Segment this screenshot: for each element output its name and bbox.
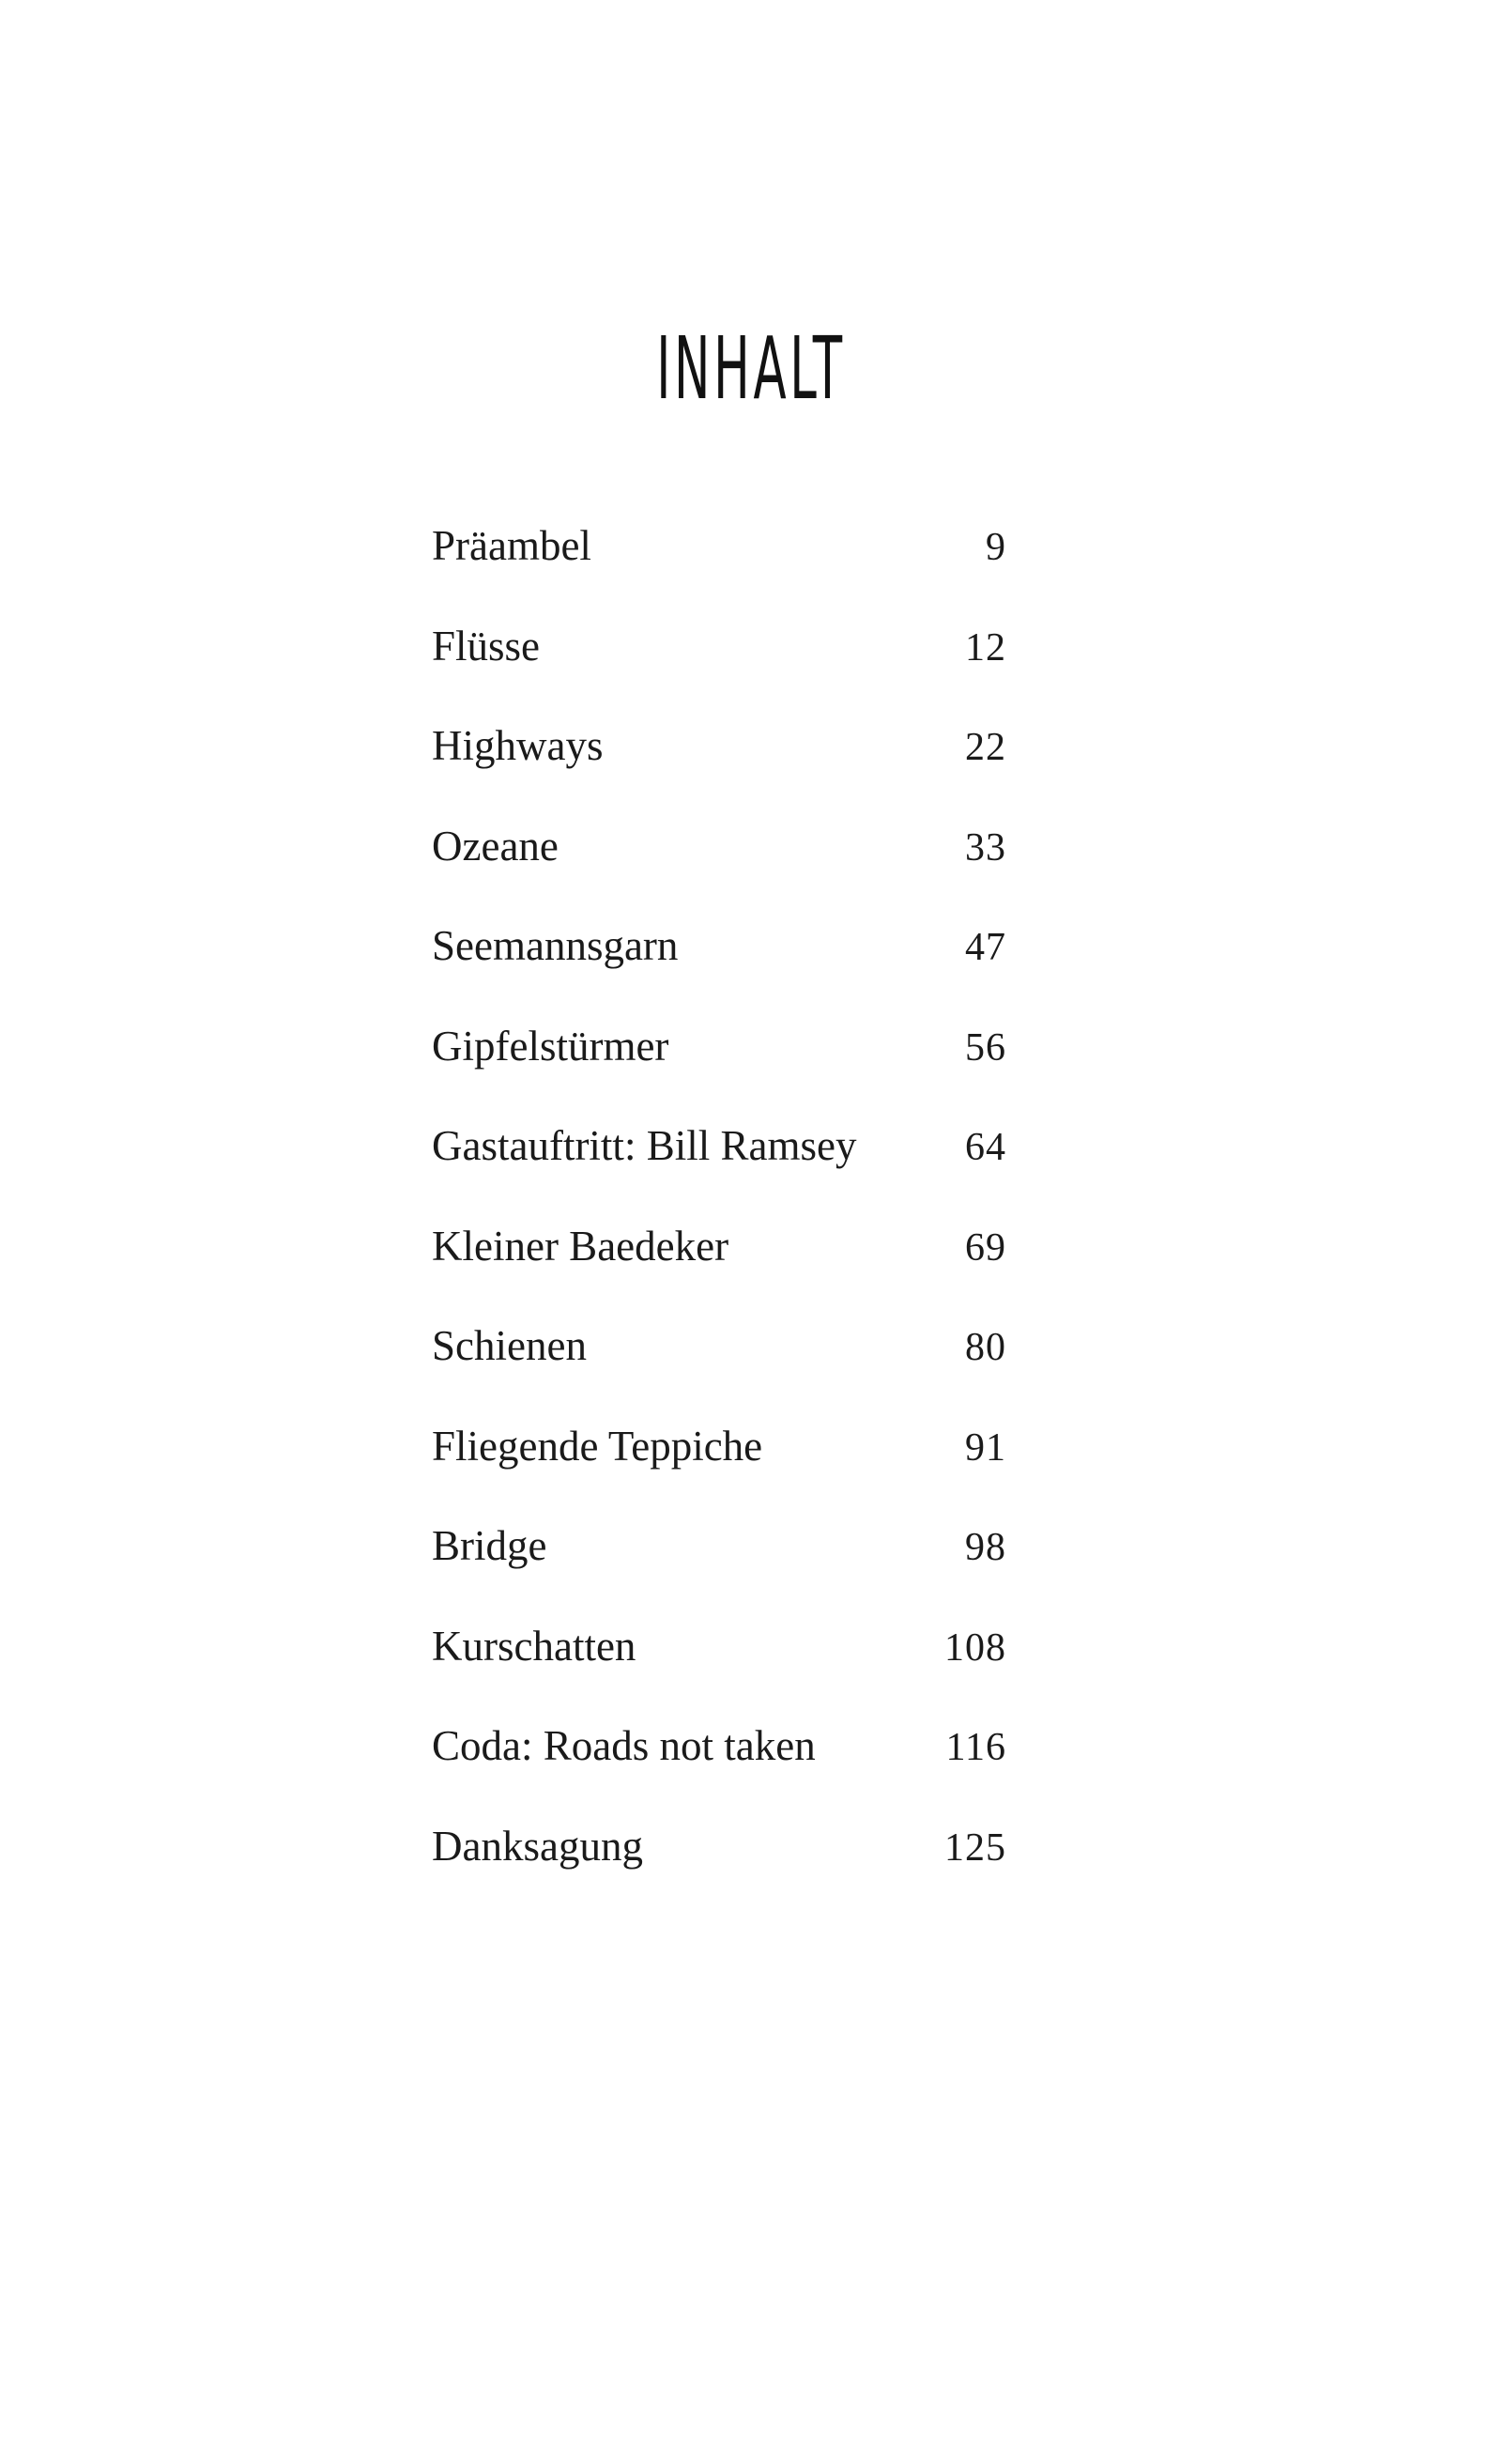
toc-entry[interactable] <box>432 521 1006 622</box>
toc-entry-title: Ozeane <box>432 822 559 870</box>
toc-entry-page: 33 <box>965 825 1006 870</box>
toc-entry[interactable] <box>432 921 1006 1022</box>
toc-entry-title: Seemannsgarn <box>432 922 679 969</box>
toc-entry-page: 116 <box>945 1726 1006 1769</box>
toc-entry-title: Präambel <box>432 522 591 569</box>
page-title: INHALT <box>656 317 846 419</box>
toc-entry-page: 91 <box>965 1425 1006 1470</box>
toc-entry[interactable] <box>432 1321 1006 1422</box>
table-of-contents <box>432 521 1006 1921</box>
toc-entry-title: Flüsse <box>432 622 541 670</box>
toc-entry-page: 108 <box>944 1625 1006 1670</box>
toc-entry-page: 125 <box>944 1825 1006 1870</box>
toc-entry[interactable] <box>432 721 1006 822</box>
toc-entry[interactable] <box>432 1622 1006 1722</box>
toc-entry[interactable] <box>432 1022 1006 1122</box>
toc-entry-title: Gastauftritt: Bill Ramsey <box>432 1122 857 1169</box>
toc-entry[interactable] <box>432 1521 1006 1622</box>
toc-entry-page: 64 <box>965 1126 1006 1169</box>
toc-entry-page: 56 <box>965 1025 1006 1070</box>
toc-entry-title: Kleiner Baedeker <box>432 1222 729 1270</box>
toc-entry-title: Highways <box>432 722 604 769</box>
toc-entry-title: Bridge <box>432 1522 547 1569</box>
toc-entry[interactable] <box>432 622 1006 722</box>
toc-entry[interactable] <box>432 1121 1006 1222</box>
toc-entry[interactable] <box>432 1721 1006 1822</box>
toc-entry-page: 22 <box>965 726 1006 769</box>
toc-entry[interactable] <box>432 822 1006 922</box>
toc-entry-page: 98 <box>965 1526 1006 1569</box>
toc-entry-title: Schienen <box>432 1322 587 1369</box>
toc-entry-title: Coda: Roads not taken <box>432 1722 816 1769</box>
toc-entry-page: 69 <box>965 1225 1006 1270</box>
toc-entry-title: Gipfelstürmer <box>432 1022 669 1070</box>
toc-entry-page: 12 <box>965 625 1006 670</box>
toc-entry-title: Danksagung <box>432 1822 643 1870</box>
toc-entry[interactable] <box>432 1422 1006 1522</box>
toc-entry-page: 80 <box>965 1326 1006 1369</box>
toc-entry-page: 9 <box>986 526 1006 569</box>
toc-entry[interactable] <box>432 1822 1006 1922</box>
toc-entry[interactable] <box>432 1222 1006 1322</box>
toc-entry-title: Fliegende Teppiche <box>432 1422 763 1470</box>
toc-entry-title: Kurschatten <box>432 1622 636 1670</box>
toc-entry-page: 47 <box>965 926 1006 969</box>
